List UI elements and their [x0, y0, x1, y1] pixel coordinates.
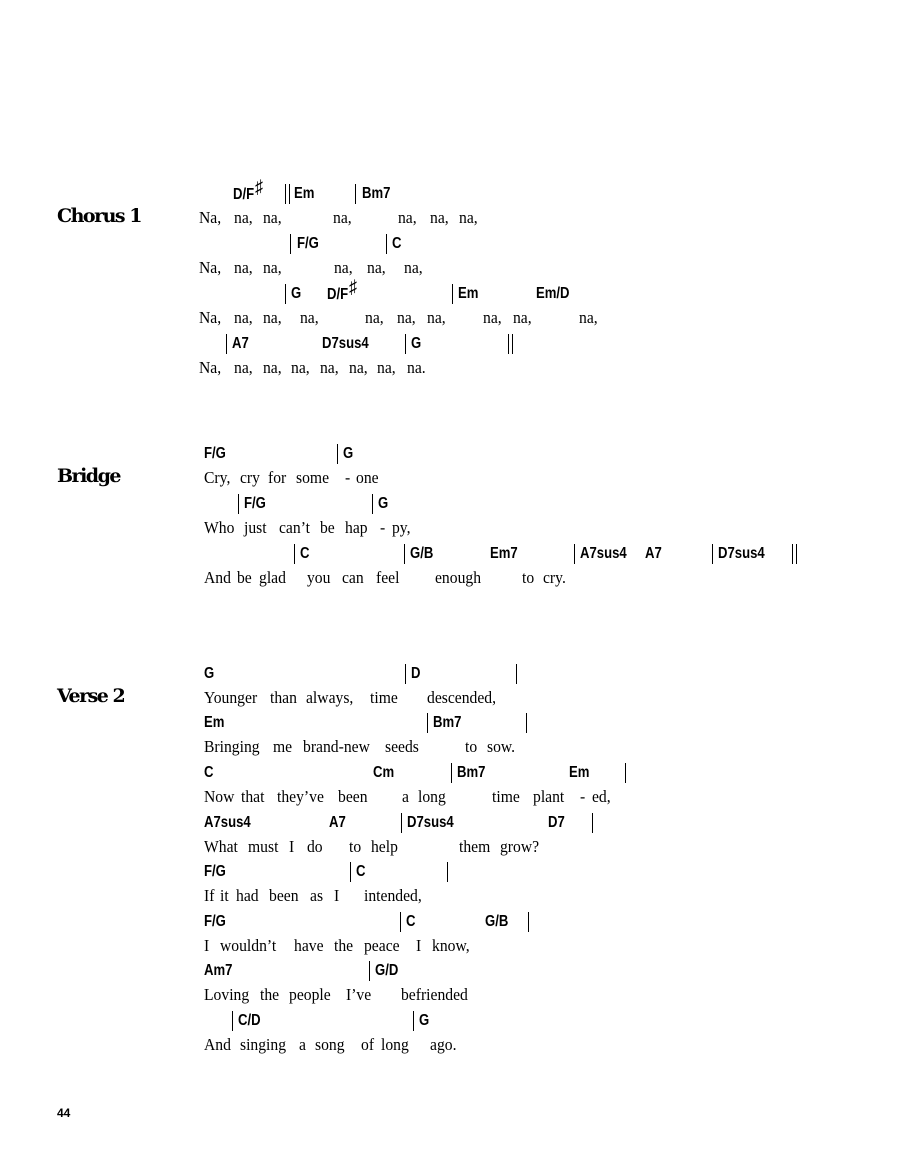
chord-symbol — [343, 444, 353, 464]
sharp-sign-icon: ♯ — [348, 277, 357, 298]
lyric-syllable: long — [417, 787, 446, 806]
section-label: Verse 2 — [57, 685, 125, 707]
chord-name: G — [204, 665, 215, 682]
bar-line — [447, 862, 448, 882]
lyric-syllable: been — [337, 787, 368, 806]
lyric-syllable: had — [235, 886, 259, 905]
lyric-line — [0, 787, 828, 809]
lyric-syllable: just — [243, 518, 267, 537]
chord-name: D7sus4 — [718, 545, 765, 562]
chord-symbol — [718, 544, 765, 564]
bar-line — [404, 544, 405, 564]
lyric-syllable: long — [380, 1035, 409, 1054]
chord-symbol — [233, 177, 263, 205]
chord-line — [0, 177, 900, 206]
chord-name: C/D — [238, 1012, 261, 1029]
chord-symbol — [294, 184, 314, 204]
page-number: 44 — [57, 1106, 71, 1120]
lyric-syllable: intended, — [363, 886, 422, 905]
lyric-syllable: Bringing — [203, 737, 260, 756]
double-bar-line — [792, 544, 797, 564]
chord-name: C — [406, 913, 416, 930]
chord-symbol — [411, 664, 420, 684]
bar-line — [238, 494, 239, 514]
bar-line — [528, 912, 529, 932]
bar-line — [625, 763, 626, 783]
lyric-syllable: time — [491, 787, 520, 806]
chord-symbol — [291, 284, 301, 304]
chord-symbol — [356, 862, 365, 882]
chord-symbol — [407, 813, 454, 833]
lyric-syllable: grow? — [499, 837, 540, 856]
lyric-syllable: na, — [364, 308, 384, 327]
bar-line — [369, 961, 370, 981]
lyric-syllable: be — [319, 518, 335, 537]
lyric-syllable: Now — [203, 787, 235, 806]
chord-name: C — [300, 545, 310, 562]
chord-symbol — [329, 813, 346, 833]
lyric-line — [0, 208, 828, 230]
lyric-line — [0, 737, 828, 759]
chord-symbol — [411, 334, 421, 354]
lyric-syllable: Na, — [198, 258, 222, 277]
chord-name: D/F — [327, 286, 349, 303]
chord-name: A7 — [645, 545, 662, 562]
lyric-syllable: Younger — [203, 688, 258, 707]
chord-line — [0, 912, 900, 934]
lyric-syllable: to — [464, 737, 478, 756]
lyric-syllable: can — [341, 568, 364, 587]
lyric-line — [0, 886, 828, 908]
lyric-syllable: What — [203, 837, 238, 856]
lyric-syllable: na, — [319, 358, 339, 377]
chord-name: Em7 — [490, 545, 518, 562]
lyric-syllable: na, — [578, 308, 598, 327]
lyric-syllable: enough — [434, 568, 482, 587]
chord-line — [0, 862, 900, 884]
chord-symbol — [322, 334, 369, 354]
lyric-syllable: Cry, — [203, 468, 231, 487]
lyric-syllable: time — [369, 688, 398, 707]
lyric-syllable: a — [299, 1035, 306, 1054]
lyric-syllable: song — [314, 1035, 345, 1054]
chord-symbol — [458, 284, 478, 304]
lyric-syllable: na, — [397, 208, 417, 227]
lyric-syllable: I — [415, 936, 422, 955]
lyric-syllable: of — [360, 1035, 375, 1054]
lyric-syllable: na, — [333, 258, 353, 277]
section-label: Chorus 1 — [57, 205, 141, 227]
bar-line — [400, 912, 401, 932]
chord-name: F/G — [204, 863, 226, 880]
lyric-syllable: na, — [262, 308, 282, 327]
lyric-syllable: cry — [239, 468, 260, 487]
chord-name: G/D — [375, 962, 399, 979]
bar-line — [526, 713, 527, 733]
chord-symbol — [419, 1011, 429, 1031]
double-bar-line — [285, 184, 290, 204]
lyric-syllable: singing — [239, 1035, 287, 1054]
lyric-syllable: na, — [290, 358, 310, 377]
chord-name: A7sus4 — [204, 814, 251, 831]
lyric-syllable: Na, — [198, 358, 222, 377]
lyric-line — [0, 985, 828, 1007]
chord-symbol — [362, 184, 390, 204]
chord-name: Em — [204, 714, 225, 731]
bar-line — [712, 544, 713, 564]
lyric-syllable: plant — [532, 787, 565, 806]
chord-name: Em/D — [536, 285, 570, 302]
lyric-syllable: you — [306, 568, 331, 587]
bar-line — [516, 664, 517, 684]
bar-line — [592, 813, 593, 833]
chord-symbol — [232, 334, 249, 354]
chord-symbol — [204, 763, 213, 783]
lyric-syllable: na, — [426, 308, 446, 327]
lyric-syllable: na, — [233, 358, 253, 377]
chord-name: Em — [569, 764, 590, 781]
lyric-syllable: always, — [305, 688, 354, 707]
chord-symbol — [406, 912, 415, 932]
lyric-syllable: have — [293, 936, 324, 955]
lyric-line — [0, 518, 828, 540]
bar-line — [350, 862, 351, 882]
chord-name: D7sus4 — [407, 814, 454, 831]
lyric-syllable: na, — [233, 308, 253, 327]
chord-name: F/G — [297, 235, 319, 252]
lyric-syllable: ed, — [591, 787, 611, 806]
lyric-syllable: seeds — [384, 737, 419, 756]
chord-name: Bm7 — [457, 764, 486, 781]
lyric-syllable: can’t — [278, 518, 310, 537]
lyric-syllable: descended, — [426, 688, 497, 707]
chord-symbol — [410, 544, 433, 564]
lyric-syllable: I — [203, 936, 210, 955]
lyric-syllable: to — [521, 568, 535, 587]
chord-line — [0, 763, 900, 785]
chord-name: F/G — [244, 495, 266, 512]
lyric-syllable: brand-new — [302, 737, 370, 756]
lyric-syllable: I’ve — [345, 985, 372, 1004]
chord-symbol — [645, 544, 662, 564]
lyric-syllable: glad — [258, 568, 286, 587]
lyric-syllable: na, — [366, 258, 386, 277]
bar-line — [337, 444, 338, 464]
bar-line — [413, 1011, 414, 1031]
chord-line — [0, 813, 900, 835]
lyric-syllable: na, — [512, 308, 532, 327]
section-label: Bridge — [57, 465, 120, 487]
lyric-syllable: it — [219, 886, 229, 905]
bar-line — [232, 1011, 233, 1031]
lyric-syllable: na, — [262, 208, 282, 227]
lyric-syllable: na, — [233, 258, 253, 277]
bar-line — [405, 664, 406, 684]
chord-line — [0, 713, 900, 735]
lyric-syllable: And — [203, 568, 231, 587]
bar-line — [294, 544, 295, 564]
lyric-line — [0, 468, 828, 490]
chord-name: F/G — [204, 445, 226, 462]
chord-line — [0, 234, 900, 256]
chord-symbol — [204, 813, 251, 833]
lyric-syllable: na, — [483, 308, 502, 327]
chord-name: A7 — [232, 335, 249, 352]
chord-symbol — [204, 713, 224, 733]
chord-line — [0, 961, 900, 983]
chord-name: Cm — [373, 764, 395, 781]
chord-line — [0, 664, 900, 686]
chord-symbol — [536, 284, 570, 304]
lyric-syllable: a — [401, 787, 409, 806]
bar-line — [355, 184, 356, 204]
chord-symbol — [569, 763, 589, 783]
lyric-syllable: some — [295, 468, 330, 487]
chord-name: C — [204, 764, 214, 781]
lyric-syllable: people — [288, 985, 331, 1004]
sharp-sign-icon: ♯ — [254, 177, 263, 198]
lyric-syllable: Who — [203, 518, 235, 537]
bar-line — [372, 494, 373, 514]
chord-symbol — [485, 912, 508, 932]
lyric-syllable: - — [345, 468, 351, 487]
lyric-syllable: one — [355, 468, 379, 487]
bar-line — [290, 234, 291, 254]
chord-line — [0, 1011, 900, 1033]
lyric-line — [0, 308, 828, 330]
chord-name: G — [378, 495, 389, 512]
chord-name: G/B — [485, 913, 509, 930]
lyric-syllable: - — [379, 518, 386, 537]
lyric-syllable: na. — [406, 358, 426, 377]
lyric-syllable: cry. — [542, 568, 566, 587]
chord-name: G/B — [410, 545, 434, 562]
chord-symbol — [300, 544, 309, 564]
lyric-syllable: befriended — [400, 985, 468, 1004]
chord-symbol — [457, 763, 485, 783]
chord-symbol — [392, 234, 401, 254]
chord-name: D — [411, 665, 421, 682]
lyric-syllable: na, — [458, 208, 478, 227]
lyric-syllable: been — [268, 886, 299, 905]
lyric-syllable: do — [306, 837, 323, 856]
lyric-syllable: - — [579, 787, 586, 806]
chord-symbol — [297, 234, 319, 254]
bar-line — [451, 763, 452, 783]
lyric-syllable: I — [288, 837, 295, 856]
bar-line — [386, 234, 387, 254]
lyric-syllable: help — [370, 837, 398, 856]
lyric-syllable: Na, — [198, 208, 222, 227]
lyric-line — [0, 1035, 828, 1057]
chord-line — [0, 494, 900, 516]
lyric-syllable: know, — [431, 936, 470, 955]
lyric-line — [0, 936, 828, 958]
lyric-syllable: na, — [262, 358, 282, 377]
lyric-syllable: sow. — [486, 737, 516, 756]
bar-line — [405, 334, 406, 354]
lyric-syllable: na, — [403, 258, 423, 277]
chord-name: D/F — [233, 186, 255, 203]
lyric-syllable: be — [236, 568, 252, 587]
lyric-syllable: na, — [332, 208, 352, 227]
chord-name: A7 — [329, 814, 346, 831]
lyric-syllable: I — [333, 886, 340, 905]
lyric-syllable: na, — [262, 258, 282, 277]
chord-name: G — [291, 285, 302, 302]
chord-name: A7sus4 — [580, 545, 627, 562]
lyric-syllable: ago. — [429, 1035, 457, 1054]
chord-symbol — [238, 1011, 261, 1031]
lyric-line — [0, 568, 828, 590]
chord-symbol — [204, 444, 226, 464]
chord-name: Bm7 — [362, 185, 391, 202]
chord-name: D7sus4 — [322, 335, 369, 352]
lyric-syllable: me — [272, 737, 293, 756]
lyric-syllable: must — [247, 837, 279, 856]
chord-name: G — [343, 445, 354, 462]
lyric-syllable: na, — [299, 308, 319, 327]
chord-symbol — [548, 813, 565, 833]
bar-line — [226, 334, 227, 354]
chord-symbol — [378, 494, 388, 514]
lyric-syllable: peace — [363, 936, 400, 955]
lyric-syllable: Na, — [198, 308, 222, 327]
lyric-syllable: na, — [396, 308, 416, 327]
chord-name: D7 — [548, 814, 565, 831]
chord-symbol — [580, 544, 627, 564]
chord-name: Em — [458, 285, 479, 302]
lyric-syllable: to — [348, 837, 362, 856]
bar-line — [452, 284, 453, 304]
lyric-syllable: wouldn’t — [219, 936, 277, 955]
chord-name: G — [419, 1012, 430, 1029]
lyric-syllable: they’ve — [276, 787, 324, 806]
lyric-syllable: feel — [375, 568, 400, 587]
chord-line — [0, 444, 900, 466]
chord-symbol — [204, 664, 214, 684]
lyric-line — [0, 837, 828, 859]
chord-name: C — [356, 863, 366, 880]
chord-symbol — [327, 277, 357, 305]
chord-line — [0, 334, 900, 356]
chord-name: Em — [294, 185, 315, 202]
lyric-line — [0, 258, 828, 280]
chord-symbol — [490, 544, 518, 564]
chord-name: Bm7 — [433, 714, 462, 731]
chord-symbol — [204, 912, 226, 932]
chord-symbol — [204, 862, 226, 882]
lyric-syllable: py, — [391, 518, 411, 537]
lyric-syllable: na, — [429, 208, 449, 227]
chord-symbol — [433, 713, 461, 733]
chord-name: C — [392, 235, 402, 252]
chord-symbol — [373, 763, 394, 783]
lyric-syllable: If — [203, 886, 215, 905]
chord-name: G — [411, 335, 422, 352]
chord-symbol — [244, 494, 266, 514]
chord-symbol — [375, 961, 398, 981]
chord-symbol — [204, 961, 232, 981]
chord-line — [0, 277, 900, 306]
chord-name: Am7 — [204, 962, 233, 979]
chord-line — [0, 544, 900, 566]
lyric-syllable: them — [458, 837, 491, 856]
lyric-line — [0, 688, 828, 710]
lyric-syllable: the — [259, 985, 280, 1004]
lyric-syllable: as — [309, 886, 324, 905]
lyric-line — [0, 358, 828, 380]
lyric-syllable: hap — [345, 518, 368, 537]
bar-line — [574, 544, 575, 564]
double-bar-line — [508, 334, 513, 354]
lyric-syllable: na, — [348, 358, 368, 377]
lyric-syllable: And — [203, 1035, 231, 1054]
bar-line — [285, 284, 286, 304]
chord-name: F/G — [204, 913, 226, 930]
bar-line — [427, 713, 428, 733]
lyric-syllable: Loving — [203, 985, 250, 1004]
lyric-syllable: that — [240, 787, 265, 806]
lyric-syllable: na, — [376, 358, 396, 377]
lyric-syllable: for — [267, 468, 287, 487]
lyric-syllable: the — [333, 936, 354, 955]
lyric-syllable: na, — [233, 208, 253, 227]
bar-line — [401, 813, 402, 833]
lyric-syllable: than — [269, 688, 297, 707]
